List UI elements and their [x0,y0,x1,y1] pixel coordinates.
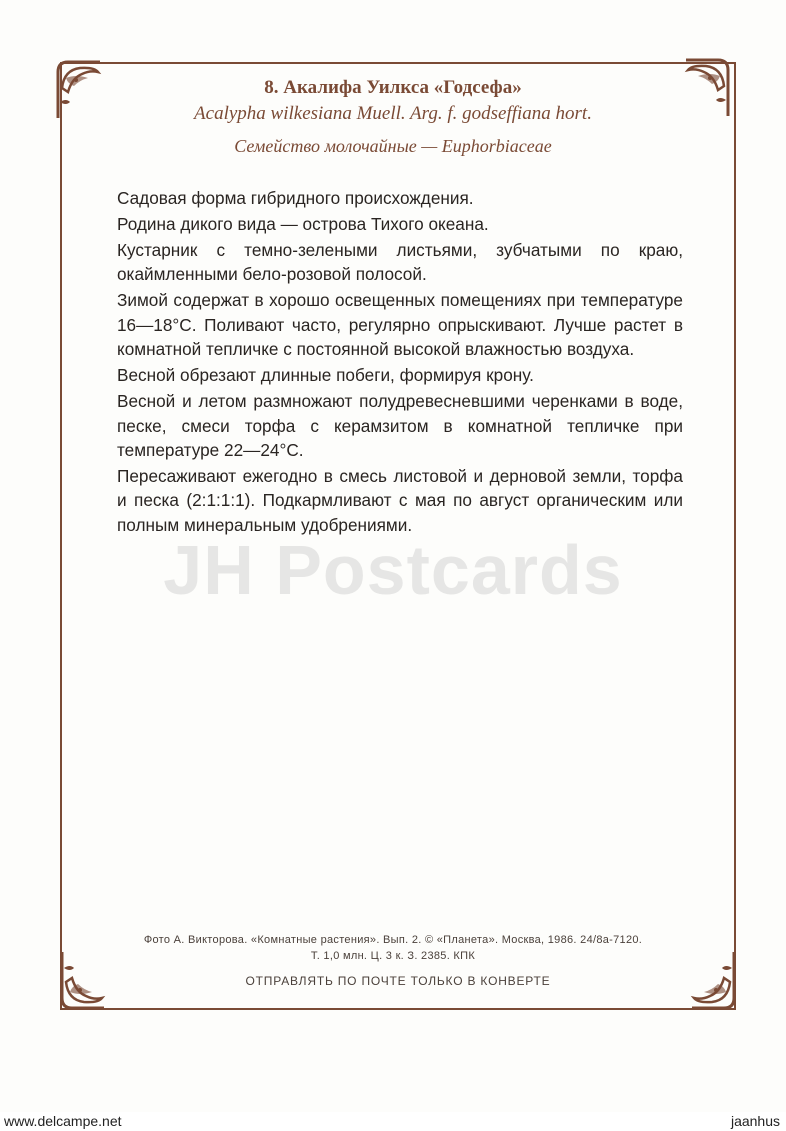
latin-name: Acalypha wilkesiana Muell. Arg. f. godseffiana hort. [194,103,592,124]
plant-title: 8. Акалифа Уилкса «Годсефа» [264,77,522,98]
paragraph: Родина дикого вида — острова Тихого океана. [117,214,489,234]
paragraph: Весной и летом размножают полудревесневшими черенками в воде, песке, смеси торфа с керамзитом в комнатной тепличке при температуре 22—24°С. [117,391,683,461]
footer-site-text: www.delcampe.net [4,1113,122,1129]
watermark: JH Postcards [163,531,623,609]
publication-credits [0,932,786,964]
paragraph: Садовая форма гибридного происхождения. [117,188,474,208]
footer-seller-text: jaanhus [730,1113,780,1129]
credits-line: Фото А. Викторова. «Комнатные растения». Вып. 2. © «Планета». Москва, 1986. 24/8а-7120. [143,934,643,946]
mail-notice: ОТПРАВЛЯТЬ ПО ПОЧТЕ ТОЛЬКО В КОНВЕРТЕ [245,974,551,988]
credits-line: Т. 1,0 млн. Ц. 3 к. З. 2385. КПК [310,950,476,962]
paragraph: Пересаживают ежегодно в смесь листовой и дерновой земли, торфа и песка (2:1:1:1). Подкармливают с мая по август органическим или полным минеральным удобрениями. [117,466,683,535]
paragraph: Кустарник с темно-зелеными листьями, зубчатыми по краю, окаймленными бело-розовой полосой. [117,240,683,285]
plant-family: Семейство молочайные — Euphorbiaceae [234,136,552,156]
paragraph: Весной обрезают длинные побеги, формируя крону. [117,365,534,386]
paragraph: Зимой содержат в хорошо освещенных помещениях при температуре 16—18°С. Поливают часто, регулярно опрыскивают. Лучше растет в комнатной тепличке с постоянной высокой влажностью воздуха. [117,290,683,360]
description-text [117,186,683,539]
